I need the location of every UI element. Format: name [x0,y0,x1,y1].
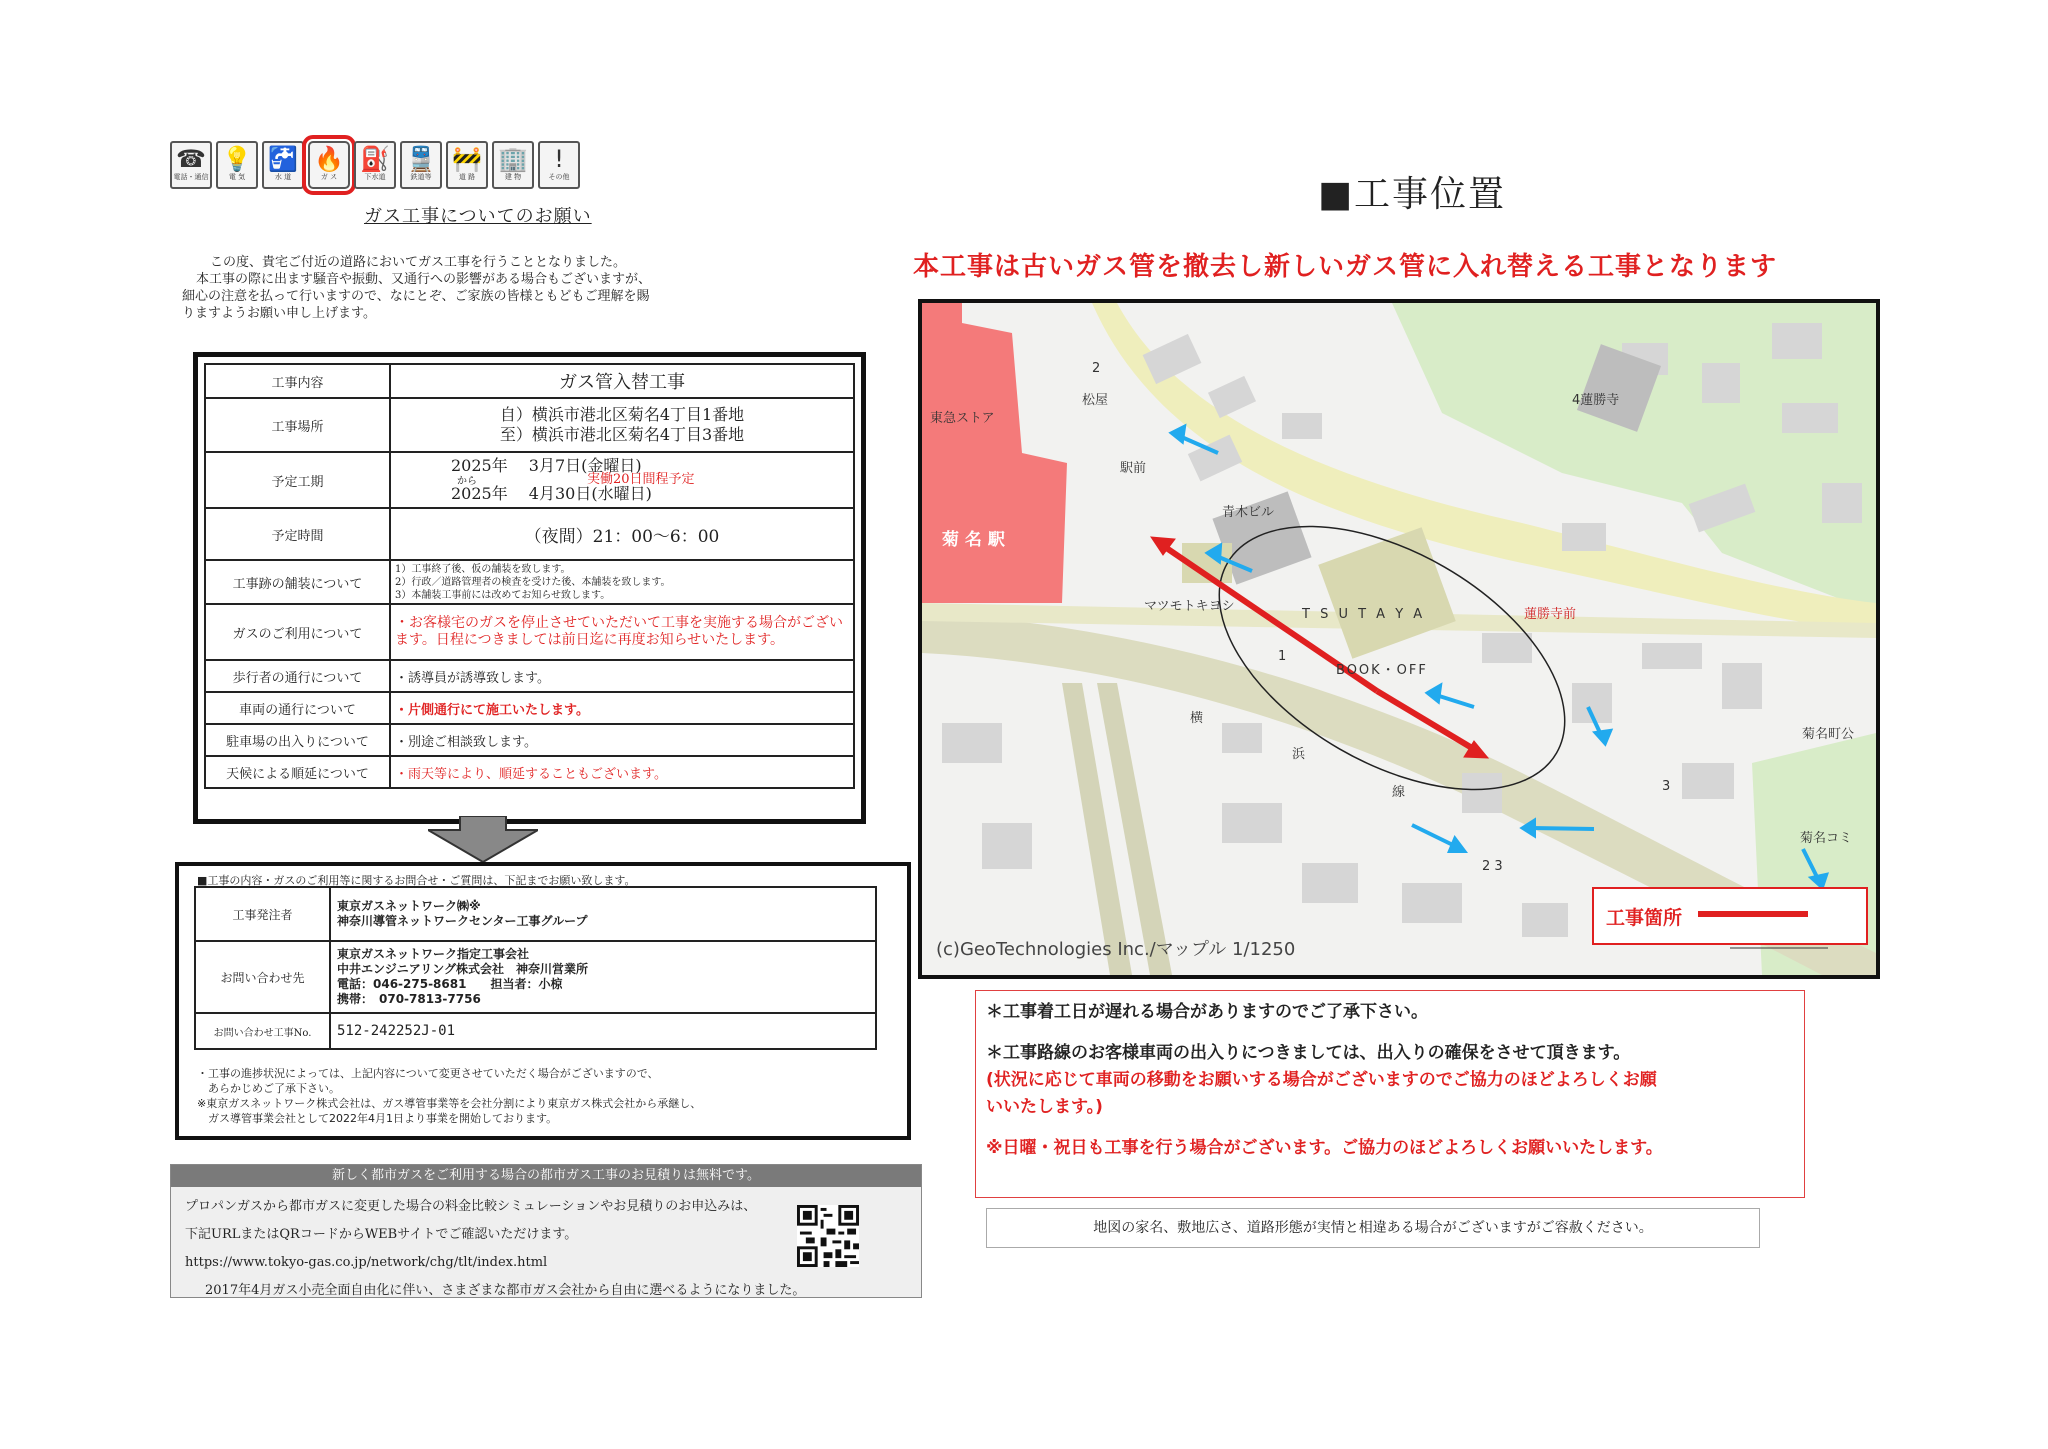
contact-note-line: ガス導管事業会社として2022年4月1日より事業を開始しております。 [197,1112,558,1125]
notice-line: ※日曜・祝日も工事を行う場合がございます。ご協力のほどよろしくお願いいたします。 [986,1138,1663,1158]
map-label-rengeji: 4蓮勝寺 [1572,393,1620,408]
content-label: 工事内容 [205,364,390,398]
period-from: から [457,476,477,487]
sewer-icon: ⛽ 下水道 [354,141,396,189]
contact-box [175,862,911,1140]
map-label-ekimae: 駅前 [1120,461,1147,476]
map-label-line-hama: 浜 [1292,747,1306,762]
intro-line: この度、貴宅ご付近の道路においてガス工事を行うこととなりました。 [210,255,627,270]
map-legend [1592,887,1868,945]
map-label-num: 2 3 [1482,859,1503,874]
water-icon: 🚰 水 道 [262,141,304,189]
map-disclaimer: 地図の家名、敷地広さ、道路形態が実情と相違ある場合がございますがご容赦ください。 [986,1208,1760,1248]
legend-label: 工事箇所 [1606,907,1683,929]
period-label: 予定工期 [205,452,390,508]
map-label-matsuya: 松屋 [1082,393,1109,408]
map-label-matsumoto: マツモトキヨシ [1144,599,1235,614]
map-label-tokyu-store: 東急ストア [930,411,995,426]
notice-line: ＊工事着工日が遅れる場合がありますのでご了承下さい。 [986,1002,1428,1022]
inquiry-mobile: 携帯： 070-7813-7756 [337,992,481,1006]
intro-line: 本工事の際に出ます騒音や振動、又通行への影響がある場合もございますが、 [196,272,652,287]
map-label-kikuna-park: 菊名町公 [1802,727,1855,742]
content-value: ガス管入替工事 [390,364,854,398]
estimate-line: 2017年4月ガス小売全面自由化に伴い、さまざまな都市ガス会社から自由に選べるようになりました。 [205,1283,806,1298]
hours-label: 予定時間 [205,508,390,560]
location-heading: ■工事位置 [1318,174,1507,215]
down-arrow-icon [428,816,538,862]
parking-label: 駐車場の出入りについて [205,724,390,756]
estimate-url-link[interactable]: https://www.tokyo-gas.co.jp/network/chg/tlt/index.html [185,1255,548,1270]
parking-value: ・別途ご相談致します。 [390,724,854,756]
weather-value: ・雨天等により、順延することもございます。 [390,756,854,788]
intro-line: 細心の注意を払って行いますので、なにとぞ、ご家族の皆様ともどもご理解を賜 [182,289,650,304]
map-label-kikuna-station: 菊 名 駅 [942,530,1005,550]
map-label-num: 2 [1092,361,1101,376]
map-label-num: 3 [1662,779,1671,794]
inquiry-number-value: 512-242252J-01 [330,1013,876,1049]
legend-route-line [1698,911,1808,917]
map-label-rengeji-mae: 蓮勝寺前 [1524,607,1577,622]
vehicle-label: 車両の通行について [205,692,390,724]
qr-code-icon[interactable] [797,1205,859,1267]
pedestrian-value: ・誘導員が誘導致します。 [390,660,854,692]
map-label-line-sen: 線 [1392,785,1406,800]
contact-notes [197,1066,701,1126]
paving-note-1: 1）工事終了後、仮の舗装を致します。 [395,563,571,575]
location-to: 至）横浜市港北区菊名4丁目3番地 [499,425,745,444]
contact-note-line: ※東京ガスネットワーク株式会社は、ガス導管事業等を会社分割により東京ガス株式会社から承継し、 [197,1097,702,1110]
period-note: 実働20日間程予定 [587,472,695,487]
contact-note-line: あらかじめご了承下さい。 [197,1082,340,1095]
map-label-kikuna-komi: 菊名コミ [1800,831,1853,846]
notice-box [975,990,1805,1198]
map-drawing [922,303,1876,975]
orderer-line: 神奈川導管ネットワークセンター工事グループ [337,914,588,928]
weather-label: 天候による順延について [205,756,390,788]
construction-map[interactable] [918,299,1880,979]
map-copyright: (c)GeoTechnologies Inc./マップル 1/1250 [936,939,1296,960]
notice-title: ガス工事についてのお願い [364,206,592,227]
map-label-num: 1 [1278,649,1287,664]
other-icon: ! その他 [538,141,580,189]
paving-note-2: 2）行政／道路管理者の検査を受けた後、本舗装を致します。 [395,576,671,588]
construction-info-box [193,352,866,824]
map-label-aoki-bldg: 青木ビル [1222,505,1275,520]
inquiry-number-label: お問い合わせ工事No. [195,1013,330,1049]
hours-value: （夜間）21：00〜6：00 [390,508,854,560]
railway-icon: 🚆 鉄道等 [400,141,442,189]
paving-label: 工事跡の舗装について [205,560,390,604]
location-label: 工事場所 [205,398,390,452]
intro-paragraph [182,254,796,322]
road-icon: 🚧 道 路 [446,141,488,189]
gas-use-label: ガスのご利用について [205,604,390,660]
orderer-label: 工事発注者 [195,887,330,941]
phone-icon: ☎ 電話・通信 [170,141,212,189]
contact-header: ■工事の内容・ガスのご利用等に関するお問合せ・ご質問は、下記までお願い致します。 [197,874,636,887]
gas-icon: 🔥 ガ ス [308,141,350,189]
estimate-box [170,1164,922,1298]
inquiry-label: お問い合わせ先 [195,941,330,1013]
inquiry-phone: 電話：046-275-8681 担当者：小椋 [337,977,563,991]
period-start: 2025年 3月7日(金曜日) [451,456,642,475]
paving-note-3: 3）本舗装工事前には改めてお知らせ致します。 [395,589,611,601]
inquiry-line: 東京ガスネットワーク指定工事会社 [337,947,530,961]
building-icon: 🏢 建 物 [492,141,534,189]
orderer-line: 東京ガスネットワーク㈱※ [337,899,481,913]
contact-note-line: ・工事の進捗状況によっては、上記内容について変更させていただく場合がございますので、 [197,1067,659,1080]
map-label-bookoff: BOOK・OFF [1336,663,1428,678]
inquiry-line: 中井エンジニアリング株式会社 神奈川営業所 [337,962,588,976]
gas-use-value: ・お客様宅のガスを停止させていただいて工事を実施する場合がございます。日程につきましては前日迄に再度お知らせいたします。 [390,604,854,660]
contact-table [194,886,877,1050]
estimate-title: 新しく都市ガスをご利用する場合の都市ガス工事のお見積りは無料です。 [171,1165,921,1187]
map-label-line-yoko: 横 [1190,711,1204,726]
period-end: 2025年 4月30日(水曜日) [451,484,652,503]
notice-line: いいたします。) [986,1097,1103,1117]
notice-line: ＊工事路線のお客様車両の出入りにつきましては、出入りの確保をさせて頂きます。 [986,1043,1631,1063]
notice-line: (状況に応じて車両の移動をお願いする場合がございますのでご協力のほどよろしくお願 [986,1070,1657,1090]
utility-category-icons [170,141,580,189]
vehicle-value: ・片側通行にて施工いたします。 [390,692,854,724]
estimate-line: プロパンガスから都市ガスに変更した場合の料金比較シミュレーションやお見積りのお申込みは、 [185,1199,757,1214]
intro-line: りますようお願い申し上げます。 [182,306,376,321]
location-from: 自）横浜市港北区菊名4丁目1番地 [499,405,745,424]
electricity-icon: 💡 電 気 [216,141,258,189]
map-label-tsutaya: T S U T A Y A [1302,607,1426,622]
construction-info-table [204,363,855,789]
construction-headline: 本工事は古いガス管を撤去し新しいガス管に入れ替える工事となります [913,252,1778,282]
estimate-line: 下記URLまたはQRコードからWEBサイトでご確認いただけます。 [185,1227,578,1242]
pedestrian-label: 歩行者の通行について [205,660,390,692]
